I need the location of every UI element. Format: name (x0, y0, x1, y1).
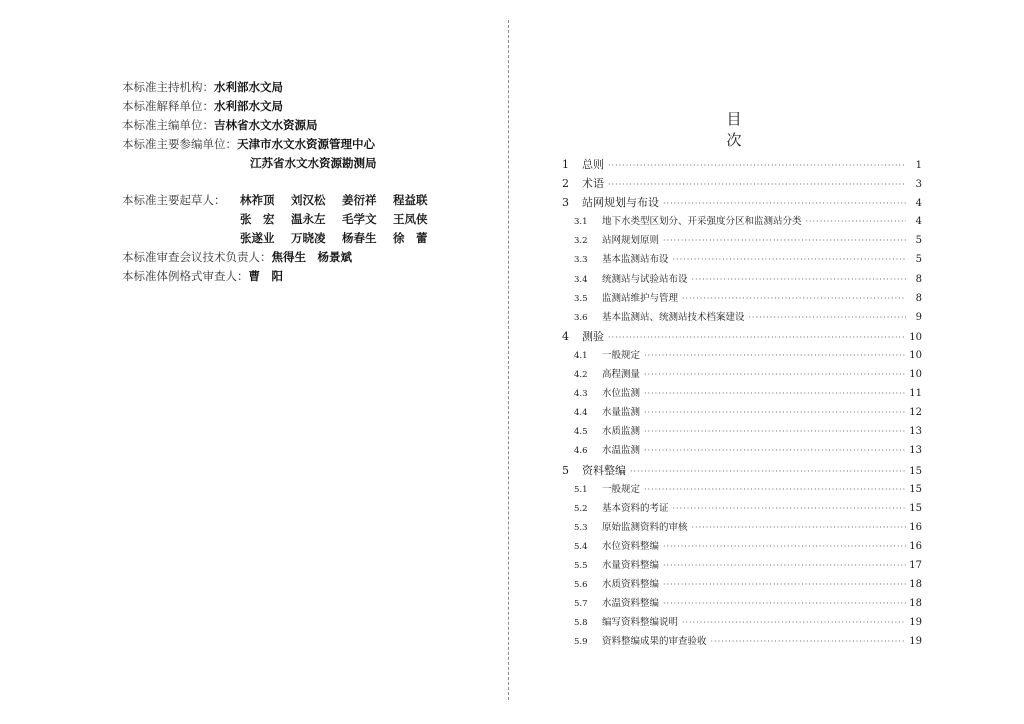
toc-entry-title: 水位资料整编 (602, 540, 660, 552)
toc-entry-number: 3 (562, 196, 569, 210)
toc-entry-page: 18 (909, 579, 922, 591)
toc-entry-page: 16 (909, 540, 922, 552)
credit-participants (122, 135, 502, 154)
toc-entry-page: 15 (909, 483, 922, 495)
credit-label: 本标准主要起草人： (122, 193, 226, 207)
toc-leader-dots (692, 518, 906, 537)
toc-entry-page: 10 (909, 369, 922, 381)
toc-section-entry[interactable] (562, 613, 922, 632)
toc-chapter-entry[interactable] (562, 155, 922, 174)
toc-entry-page: 13 (909, 426, 922, 438)
toc-section-entry[interactable] (562, 575, 922, 594)
drafter-name: 姜衍祥 (342, 193, 377, 207)
drafter-name: 程益联 (393, 193, 428, 207)
toc-entry-number: 5.7 (574, 599, 588, 610)
toc-leader-dots (644, 480, 906, 499)
toc-entry-page: 8 (915, 273, 922, 285)
toc-entry-page: 4 (915, 216, 922, 228)
drafter-name: 温永左 (291, 212, 326, 226)
toc-section-entry[interactable] (562, 594, 922, 613)
toc-entry-page: 11 (909, 388, 922, 400)
toc-leader-dots (663, 537, 906, 556)
toc-entry-number: 3.2 (574, 236, 588, 247)
toc-entry-page: 4 (915, 198, 922, 210)
drafter-name: 刘汉松 (291, 193, 326, 207)
toc-entry-title: 水质资料整编 (602, 579, 660, 591)
toc-entry-title: 资料整编成果的审查验收 (602, 636, 707, 648)
toc-section-entry[interactable] (562, 632, 922, 651)
drafter-name: 张遂业 (240, 231, 275, 245)
page-gutter (508, 20, 509, 700)
drafter-names-row (240, 191, 444, 210)
toc-section-entry[interactable] (562, 231, 922, 250)
toc-leader-dots (644, 441, 906, 460)
credit-label: 本标准解释单位： (122, 99, 214, 113)
toc-entry-page: 10 (909, 349, 922, 361)
toc-entry-number: 2 (562, 177, 569, 191)
toc-entry-number: 4.4 (574, 408, 588, 419)
toc-leader-dots (673, 250, 906, 269)
toc-entry-page: 1 (915, 160, 922, 171)
toc-section-entry[interactable] (562, 556, 922, 575)
credit-value: 江苏省水文水资源勘测局 (250, 156, 377, 170)
toc-leader-dots (663, 231, 906, 250)
credit-drafters-cont (122, 210, 502, 229)
toc-leader-dots (608, 328, 906, 346)
toc-leader-dots (630, 462, 906, 480)
toc-entry-title: 一般规定 (602, 349, 641, 361)
credit-value: 焦得生 杨景斌 (271, 250, 352, 264)
toc-entry-page: 17 (909, 559, 922, 571)
drafter-names-row (240, 229, 444, 248)
toc-entry-number: 3.4 (574, 274, 588, 285)
credit-label: 本标准主编单位： (122, 118, 214, 132)
toc-entry-number: 5.6 (574, 580, 588, 591)
toc-entry-title: 原始监测资料的审核 (602, 521, 688, 533)
toc-entry-page: 13 (909, 445, 922, 457)
toc-leader-dots (608, 156, 906, 174)
toc-section-entry[interactable] (562, 384, 922, 403)
toc-chapter-entry[interactable] (562, 327, 922, 346)
table-of-contents (562, 155, 922, 651)
toc-entry-number: 4 (562, 329, 569, 343)
toc-entry-page: 5 (915, 254, 922, 266)
toc-section-entry[interactable] (562, 250, 922, 269)
toc-entry-title: 水温监测 (602, 445, 641, 457)
toc-section-entry[interactable] (562, 537, 922, 556)
toc-entry-title: 站网规划与布设 (582, 196, 659, 210)
credit-value: 天津市水文水资源管理中心 (237, 137, 375, 151)
toc-section-entry[interactable] (562, 365, 922, 384)
toc-entry-page: 10 (909, 331, 922, 343)
toc-entry-number: 5.4 (574, 541, 588, 552)
toc-entry-page: 8 (915, 292, 922, 304)
toc-entry-number: 4.6 (574, 446, 588, 457)
toc-entry-page: 19 (909, 617, 922, 629)
toc-entry-number: 5.2 (574, 503, 588, 514)
credit-value: 水利部水文局 (214, 80, 283, 94)
drafter-name: 林祚顶 (240, 193, 275, 207)
toc-entry-page: 15 (909, 502, 922, 514)
toc-title: 目次 (726, 110, 772, 149)
credit-label: 本标准体例格式审查人： (122, 269, 249, 283)
toc-entry-title: 总则 (582, 158, 604, 171)
toc-leader-dots (663, 194, 906, 212)
toc-section-entry[interactable] (562, 499, 922, 518)
toc-leader-dots (806, 212, 906, 231)
credit-drafters (122, 191, 502, 210)
toc-section-entry[interactable] (562, 270, 922, 289)
toc-entry-title: 统测站与试验站布设 (602, 273, 688, 285)
credit-drafters-cont (122, 229, 502, 248)
drafter-name: 徐 蕾 (393, 231, 428, 245)
toc-entry-title: 基本监测站布设 (602, 254, 669, 266)
toc-leader-dots (682, 613, 906, 632)
toc-entry-number: 5.5 (574, 560, 588, 571)
credit-format (122, 267, 502, 286)
toc-entry-number: 3.6 (574, 312, 588, 323)
toc-leader-dots (644, 346, 906, 365)
toc-section-entry[interactable] (562, 346, 922, 365)
toc-entry-title: 站网规划原则 (602, 235, 660, 247)
toc-entry-title: 高程测量 (602, 369, 641, 381)
toc-section-entry[interactable] (562, 441, 922, 460)
toc-section-entry[interactable] (562, 403, 922, 422)
toc-section-entry[interactable] (562, 518, 922, 537)
toc-entry-title: 水量资料整编 (602, 559, 660, 571)
toc-leader-dots (692, 270, 906, 289)
toc-entry-title: 基本资料的考证 (602, 502, 669, 514)
toc-entry-title: 水量监测 (602, 407, 641, 419)
toc-entry-number: 3.5 (574, 293, 588, 304)
drafter-name: 杨春生 (342, 231, 377, 245)
toc-entry-title: 基本监测站、统测站技术档案建设 (602, 311, 745, 323)
toc-section-entry[interactable] (562, 422, 922, 441)
right-page (512, 0, 1024, 724)
credit-label: 本标准主要参编单位： (122, 137, 237, 151)
drafter-names-row (240, 210, 444, 229)
toc-leader-dots (711, 632, 906, 651)
toc-leader-dots (608, 175, 906, 193)
toc-entry-title: 监测站维护与管理 (602, 292, 679, 304)
toc-leader-dots (663, 594, 906, 613)
toc-entry-page: 15 (909, 465, 922, 477)
credit-host (122, 78, 502, 97)
toc-leader-dots (673, 499, 906, 518)
toc-entry-number: 5 (562, 463, 569, 477)
toc-leader-dots (749, 308, 906, 327)
credit-value: 水利部水文局 (214, 99, 283, 113)
toc-entry-title: 水位监测 (602, 388, 641, 400)
toc-entry-title: 水温资料整编 (602, 598, 660, 610)
toc-entry-page: 18 (909, 598, 922, 610)
toc-entry-page: 9 (915, 311, 922, 323)
toc-entry-number: 5.3 (574, 522, 588, 533)
drafter-name: 毛学文 (342, 212, 377, 226)
credit-participants-cont (122, 154, 502, 173)
toc-entry-title: 一般规定 (602, 483, 641, 495)
credit-label: 本标准主持机构： (122, 80, 214, 94)
toc-entry-number: 4.2 (574, 370, 588, 381)
toc-entry-title: 水质监测 (602, 426, 641, 438)
toc-leader-dots (644, 403, 906, 422)
toc-entry-number: 3.1 (574, 217, 588, 228)
toc-leader-dots (663, 556, 906, 575)
toc-chapter-entry[interactable] (562, 461, 922, 480)
toc-entry-number: 4.3 (574, 389, 588, 400)
toc-entry-number: 3.3 (574, 255, 588, 266)
toc-leader-dots (644, 365, 906, 384)
toc-entry-page: 3 (915, 179, 922, 191)
credit-value: 吉林省水文水资源局 (214, 118, 318, 132)
toc-section-entry[interactable] (562, 308, 922, 327)
toc-entry-page: 16 (909, 521, 922, 533)
toc-entry-page: 19 (909, 636, 922, 648)
left-page (0, 0, 508, 724)
drafter-name: 王凤侠 (393, 212, 428, 226)
toc-entry-number: 5.9 (574, 637, 588, 648)
toc-section-entry[interactable] (562, 212, 922, 231)
toc-entry-title: 编写资料整编说明 (602, 617, 679, 629)
toc-chapter-entry[interactable] (562, 174, 922, 193)
credits-block (122, 78, 502, 286)
toc-entry-title: 地下水类型区划分、开采强度分区和监测站分类 (602, 216, 802, 228)
toc-entry-title: 测验 (582, 329, 604, 343)
toc-chapter-entry[interactable] (562, 193, 922, 212)
toc-entry-number: 5.1 (574, 484, 588, 495)
toc-entry-title: 术语 (582, 177, 604, 191)
drafter-name: 张 宏 (240, 212, 275, 226)
toc-section-entry[interactable] (562, 480, 922, 499)
toc-leader-dots (682, 289, 906, 308)
toc-leader-dots (644, 422, 906, 441)
drafter-name: 万晓凌 (291, 231, 326, 245)
credit-interpret (122, 97, 502, 116)
credit-chief-editor (122, 116, 502, 135)
toc-entry-title: 资料整编 (582, 463, 626, 477)
toc-entry-page: 5 (915, 235, 922, 247)
toc-section-entry[interactable] (562, 289, 922, 308)
toc-entry-number: 1 (562, 158, 569, 171)
credit-label: 本标准审查会议技术负责人： (122, 250, 272, 264)
credit-reviewers (122, 248, 502, 267)
toc-leader-dots (644, 384, 906, 403)
toc-entry-number: 5.8 (574, 618, 588, 629)
toc-leader-dots (663, 575, 906, 594)
toc-entry-page: 12 (909, 407, 922, 419)
credit-value: 曹 阳 (248, 269, 283, 283)
toc-entry-number: 4.1 (574, 350, 588, 361)
toc-entry-number: 4.5 (574, 427, 588, 438)
